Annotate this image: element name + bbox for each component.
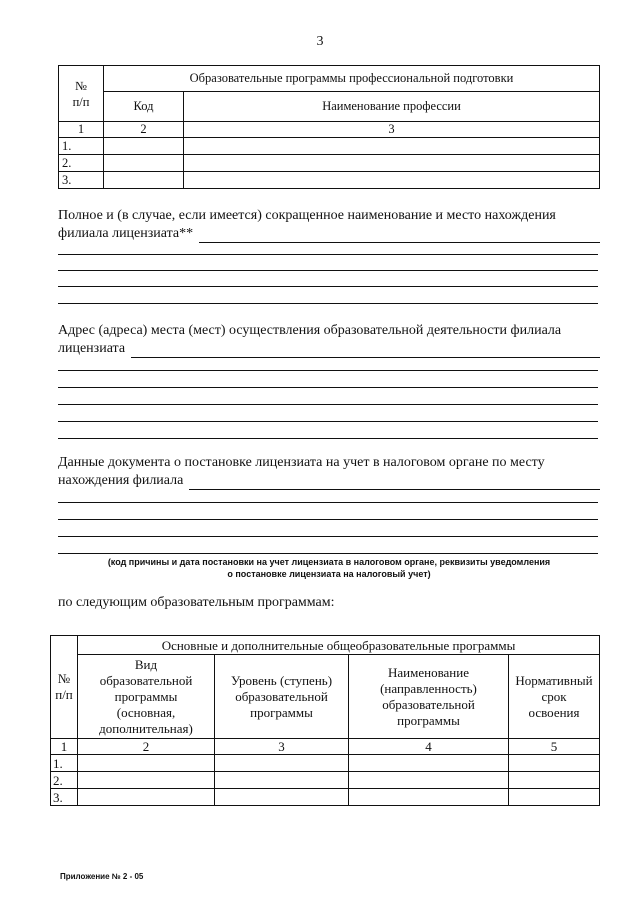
index-cell: 5 <box>509 739 600 755</box>
program-level-cell[interactable] <box>215 772 349 789</box>
programs-intro: по следующим образовательным программам: <box>58 595 335 610</box>
table-row <box>51 789 600 806</box>
table-row <box>59 172 600 189</box>
program-level-cell[interactable] <box>215 789 349 806</box>
table-row <box>51 755 600 772</box>
branch-name-line[interactable] <box>58 286 598 287</box>
col-number-header: № п/п <box>59 66 104 122</box>
row-number: 3. <box>59 172 104 189</box>
term-cell[interactable] <box>509 772 600 789</box>
term-cell[interactable] <box>509 755 600 772</box>
col-program-name-header: Наименование (направленность) образовательной программы <box>349 655 509 739</box>
activity-address-line[interactable] <box>58 438 598 439</box>
row-number: 1. <box>51 755 78 772</box>
code-cell[interactable] <box>104 155 184 172</box>
index-cell: 2 <box>78 739 215 755</box>
row-number: 2. <box>51 772 78 789</box>
activity-address-line[interactable] <box>58 387 598 388</box>
index-cell: 4 <box>349 739 509 755</box>
tax-registration-line[interactable] <box>58 553 598 554</box>
index-cell: 1 <box>51 739 78 755</box>
tax-registration-line[interactable] <box>58 536 598 537</box>
row-number: 2. <box>59 155 104 172</box>
table-title: Образовательные программы профессиональной подготовки <box>104 66 600 92</box>
branch-name-field[interactable] <box>199 229 600 243</box>
col-number-header: № п/п <box>51 636 78 739</box>
activity-address-line[interactable] <box>58 370 598 371</box>
profession-cell[interactable] <box>184 172 600 189</box>
table-row <box>59 155 600 172</box>
program-name-cell[interactable] <box>349 755 509 772</box>
tax-registration-note: (код причины и дата постановки на учет лицензиата в налоговом органе, реквизиты уведомления о постановке лицензиата на налоговый учет) <box>107 557 551 579</box>
activity-address-line[interactable] <box>58 421 598 422</box>
activity-address-field[interactable] <box>131 344 600 358</box>
table-row <box>59 138 600 155</box>
index-cell: 1 <box>59 122 104 138</box>
col-profession-header: Наименование профессии <box>184 92 600 122</box>
index-cell: 3 <box>184 122 600 138</box>
profession-cell[interactable] <box>184 138 600 155</box>
program-kind-cell[interactable] <box>78 755 215 772</box>
row-number: 3. <box>51 789 78 806</box>
vocational-programs-table <box>58 65 600 189</box>
program-level-cell[interactable] <box>215 755 349 772</box>
index-cell: 2 <box>104 122 184 138</box>
branch-name-label: Полное и (в случае, если имеется) сокращенное наименование и место нахождения филиала лицензиата** <box>58 207 600 243</box>
table-row <box>51 772 600 789</box>
code-cell[interactable] <box>104 172 184 189</box>
col-code-header: Код <box>104 92 184 122</box>
branch-name-line[interactable] <box>58 254 598 255</box>
program-name-cell[interactable] <box>349 772 509 789</box>
footer-appendix: Приложение № 2 - 05 <box>60 872 144 881</box>
activity-address-line[interactable] <box>58 404 598 405</box>
tax-registration-field[interactable] <box>189 476 600 490</box>
general-programs-table <box>50 635 600 806</box>
col-program-kind-header: Вид образовательной программы (основная, дополнительная) <box>78 655 215 739</box>
col-term-header: Нормативный срок освоения <box>509 655 600 739</box>
activity-address-label: Адрес (адреса) места (мест) осуществления образовательной деятельности филиала лицензиата <box>58 322 600 358</box>
program-name-cell[interactable] <box>349 789 509 806</box>
table-title: Основные и дополнительные общеобразовательные программы <box>78 636 600 655</box>
profession-cell[interactable] <box>184 155 600 172</box>
program-kind-cell[interactable] <box>78 789 215 806</box>
tax-registration-label: Данные документа о постановке лицензиата на учет в налоговом органе по месту нахождения филиала <box>58 454 600 490</box>
branch-name-line[interactable] <box>58 270 598 271</box>
index-cell: 3 <box>215 739 349 755</box>
program-kind-cell[interactable] <box>78 772 215 789</box>
code-cell[interactable] <box>104 138 184 155</box>
page-number: 3 <box>316 34 324 49</box>
col-program-level-header: Уровень (ступень) образовательной программы <box>215 655 349 739</box>
tax-registration-line[interactable] <box>58 519 598 520</box>
row-number: 1. <box>59 138 104 155</box>
term-cell[interactable] <box>509 789 600 806</box>
tax-registration-line[interactable] <box>58 502 598 503</box>
branch-name-line[interactable] <box>58 303 598 304</box>
